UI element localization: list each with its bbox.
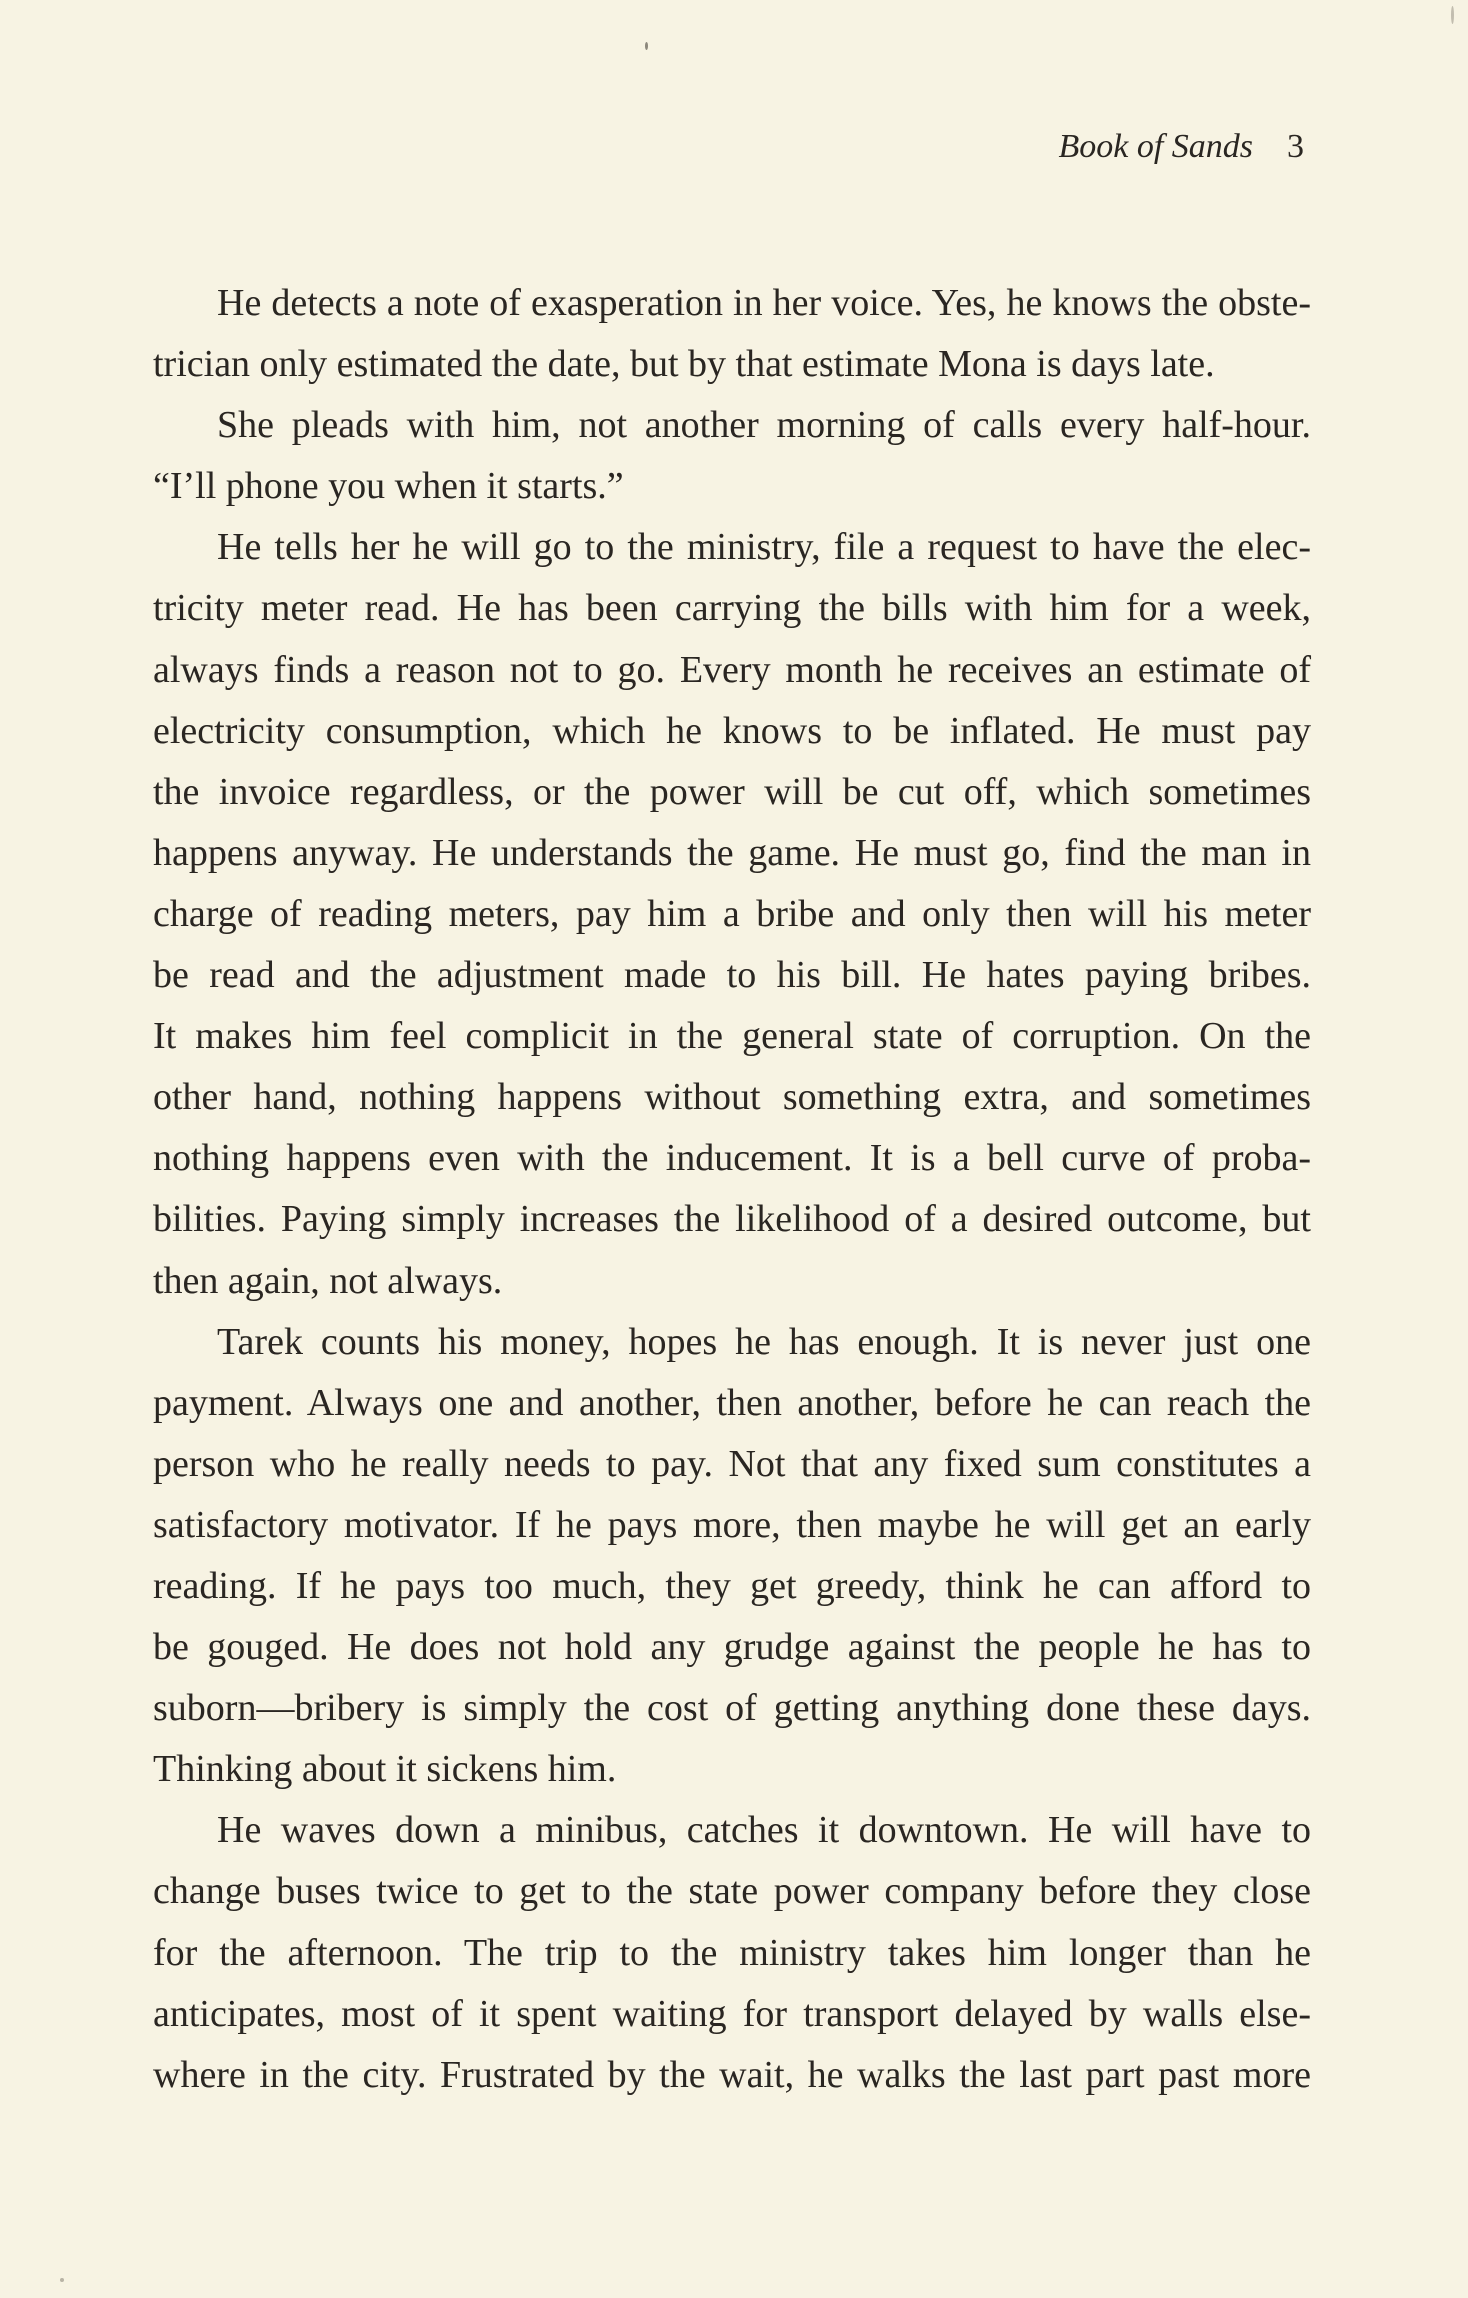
paper-speck	[60, 2278, 64, 2282]
paper-speck	[645, 42, 648, 50]
text-line: be gouged. He does not hold any grudge against the people he has to	[153, 1626, 1311, 1669]
text-line: nothing happens even with the inducement. It is a bell curve of proba-	[153, 1137, 1311, 1180]
text-line: other hand, nothing happens without something extra, and sometimes	[153, 1076, 1311, 1119]
text-line: satisfactory motivator. If he pays more, then maybe he will get an early	[153, 1503, 1311, 1546]
text-line: always finds a reason not to go. Every month he receives an estimate of	[153, 648, 1311, 691]
text-line: Tarek counts his money, hopes he has enough. It is never just one	[217, 1320, 1311, 1363]
text-line: happens anyway. He understands the game. He must go, find the man in	[153, 831, 1311, 874]
paper-speck	[1451, 6, 1454, 24]
text-line: electricity consumption, which he knows to be inflated. He must pay	[153, 709, 1311, 752]
text-line: where in the city. Frustrated by the wait, he walks the last part past more	[153, 2053, 1311, 2096]
text-line: be read and the adjustment made to his bill. He hates paying bribes.	[153, 954, 1311, 997]
text-line: She pleads with him, not another morning of calls every half-hour.	[217, 404, 1311, 447]
text-line: trician only estimated the date, but by that estimate Mona is days late.	[153, 343, 1215, 386]
text-line: suborn—bribery is simply the cost of getting anything done these days.	[153, 1687, 1311, 1730]
text-line: It makes him feel complicit in the general state of corruption. On the	[153, 1015, 1311, 1058]
text-line: “I’ll phone you when it starts.”	[153, 465, 624, 508]
text-line: payment. Always one and another, then another, before he can reach the	[153, 1381, 1311, 1424]
text-line: person who he really needs to pay. Not that any fixed sum constitutes a	[153, 1442, 1311, 1485]
text-line: He waves down a minibus, catches it downtown. He will have to	[217, 1809, 1311, 1852]
text-line: the invoice regardless, or the power will be cut off, which sometimes	[153, 770, 1311, 813]
text-line: then again, not always.	[153, 1259, 503, 1302]
text-line: anticipates, most of it spent waiting for transport delayed by walls else-	[153, 1992, 1311, 2035]
page-number: 3	[1287, 128, 1304, 165]
text-line: for the afternoon. The trip to the ministry takes him longer than he	[153, 1931, 1311, 1974]
text-line: He detects a note of exasperation in her voice. Yes, he knows the obste-	[217, 282, 1311, 324]
running-header	[1058, 128, 1304, 166]
text-line: change buses twice to get to the state power company before they close	[153, 1870, 1311, 1913]
text-line: Thinking about it sickens him.	[153, 1748, 617, 1791]
text-line: reading. If he pays too much, they get greedy, think he can afford to	[153, 1564, 1311, 1607]
text-line: tricity meter read. He has been carrying the bills with him for a week,	[153, 587, 1311, 630]
body-text	[153, 273, 1311, 2106]
text-line: charge of reading meters, pay him a bribe and only then will his meter	[153, 892, 1311, 935]
book-title: Book of Sands	[1058, 128, 1253, 165]
text-line: He tells her he will go to the ministry, file a request to have the elec-	[217, 526, 1311, 569]
text-line: bilities. Paying simply increases the likelihood of a desired outcome, but	[153, 1198, 1311, 1241]
